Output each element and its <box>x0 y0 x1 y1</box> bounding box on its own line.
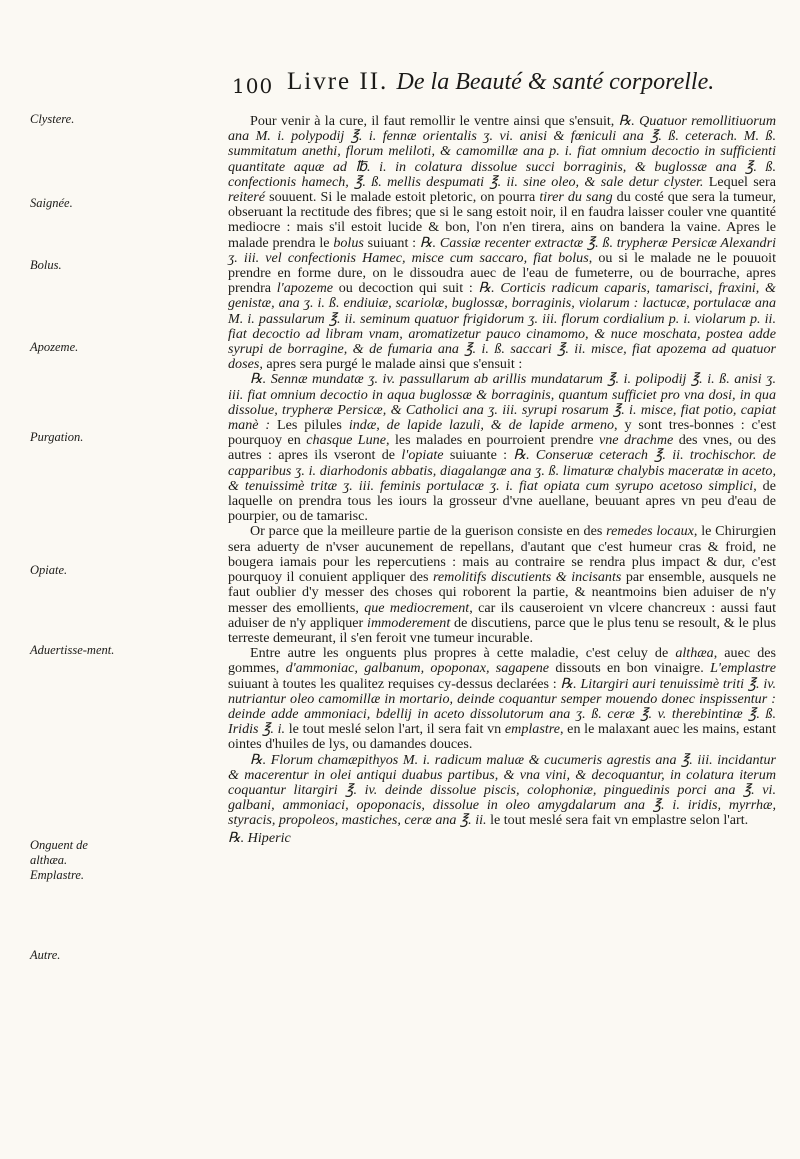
italic-text-run: tirer du sang <box>539 189 613 206</box>
text-run: Pour venir à la cure, il faut remollir le ventre ainsi que s'ensuit, <box>250 113 619 129</box>
text-run: souuent. Si le malade estoit pletoric, on pourra <box>265 189 540 206</box>
catchword: ℞. Hiperic <box>228 829 291 846</box>
margin-note-opiate: Opiate. <box>30 563 68 577</box>
italic-text-run: vne drachme <box>598 432 674 449</box>
text-run: , car ils causeroient vn vlcere chancreux : aussi faut aduiser de n'y appliquer <box>228 599 776 631</box>
italic-text-run: ℞. Sennæ mundatæ ʒ. iv. passullarum ab arillis mundatarum ℥. i. polipodij ℥. i. ß. anisi ʒ. iii. fiat omnium decoctio in aqua buglossæ & borraginis, quantum sufficiet pro vna dosi, in qua dissolue, trypheræ Persicæ, & Catholici ana ʒ. iii. syrupi rosarum ℥. i. misce, fiat potio, capiat manè : <box>228 371 776 434</box>
margin-note-autre: Autre. <box>30 948 61 962</box>
italic-text-run: ℞. Florum chamæpithyos M. i. radicum maluæ & cucumeris agrestis ana ℥. iii. incidantur & macerentur in olei antiqui duabus partibus, & vna vini, & decoquantur, in colatura iterum coquantur litargiri ℥. iv. deinde dissolue piscis, colophoniæ, pinguedinis porci ana ℥. vi. galbani, ammoniaci, opoponacis, dissolue in oleo amygdalarum ana ℥. i. iridis, myrrhæ, styracis, propoleos, mastiches, ceræ ana ℥. ii. <box>228 751 776 829</box>
text-run: Lequel sera <box>703 173 776 190</box>
italic-text-run: que mediocrement <box>364 599 470 616</box>
margin-notes <box>0 0 120 1159</box>
text-run: , auec des gommes, <box>228 645 776 677</box>
text-run: , en le malaxant auec les mains, estant ointes d'huiles de lys, ou damandes douces. <box>228 721 776 753</box>
margin-note-onguent: Onguent de althæa. <box>30 838 88 867</box>
italic-text-run: remedes locaux <box>606 523 694 540</box>
text-run: du costé que sera la tumeur, obseruant la rectitude des fibres; que si le sang estoit noir, il en faudra laisser couler vne quantité mediocre : mais s'il estoit lucide & bon, l'on n'en tirera, ains on bandera la vaine. Apres le malade prendra le <box>228 189 776 251</box>
text-run: , ou si le malade ne le pouuoit prendre en forme dure, on le dissoudra auec de l'eau de fumeterre, ou de bourrache, apres prendra <box>228 249 776 297</box>
italic-text-run: ℞. Corticis radicum caparis, tamarisci, fraxini, & genistæ, ana ʒ. i. ß. endiuiæ, scariolæ, buglossæ, borraginis, violarum : lactucæ, portulacæ ana M. i. passularum ℥. ii. seminum quatuor frigidorum ʒ. iii. florum cordialium p. i. violarum p. ii. fiat decoctio ad libram vnam, aromatizetur pauco cinamomo, & nuce moschata, postea adde syrupi de borragine, & de fumaria ana ℥. i. ß. saccari ℥. ii. misce, fiat apozema ad quatuor doses, <box>228 280 777 373</box>
text-run: suiuant : <box>363 234 420 251</box>
text-run: , de laquelle on prendra tous les iours la grosseur d'vne auellane, beuuant apres vn peu d'eau de pourpier, ou de tamarisc. <box>228 477 776 525</box>
italic-text-run: indæ, de lapide lazuli, & de lapide armeno <box>348 417 615 434</box>
text-run: , y sont tres-bonnes : c'est pourquoy en <box>228 417 776 449</box>
italic-text-run: immoderement <box>367 614 451 631</box>
text-run: le tout meslé sera fait vn emplastre selon l'art. <box>486 812 749 829</box>
body-text <box>228 114 776 846</box>
text-run: de discutiens, parce que le plus tenu se resoult, & le plus terreste demeurant, il s'en feroit vne tumeur incurable. <box>228 614 776 646</box>
margin-note-bolus: Bolus. <box>30 258 62 272</box>
italic-text-run: ℞. Litargiri auri tenuissimè triti ℥. iv. nutriantur oleo camomillæ in mortario, deinde coquantur semper mouendo donec inspissentur : deinde adde ammoniaci, bdellij in aceto dissolutorum ana ʒ. ß. ceræ ℥. v. therebintinæ ℥. ß. Iridis ℥. i. <box>228 675 776 738</box>
text-run: , le Chirurgien sera aduerty de n'vser aucunement de repellans, d'autant que c'est humeur cras & froid, ne bougera iamais pour les repercutiens : mais au contraire se rendra plus impact & dur, c'est pourquoy il conuient appliquer des <box>228 523 776 586</box>
italic-text-run: d'ammoniac, galbanum, opoponax, sagapene <box>285 660 550 677</box>
italic-text-run: bolus <box>333 234 364 251</box>
paragraph-remedes-locaux <box>228 524 776 646</box>
italic-text-run: ℞. Quatuor remollitiuorum ana M. i. polypodij ℥. i. fennæ orientalis ʒ. vi. anisi & fœniculi ana ℥. ß. ceterach. M. ß. summitatum anethi, florum meliloti, & camomillæ ana p. i. fiat omnium decoctio in sufficienti quantitate aquæ ad ℔. i. in colatura dissolue succi borraginis, & buglossæ ana ℥. ß. confectionis hamech, ℥. ß. mellis despumati ℥. ii. sine oleo, & sale detur clyster. <box>228 113 777 190</box>
text-run: suiuante : <box>443 447 514 464</box>
italic-text-run: ℞. Cassiæ recenter extractæ ℥. ß. trypheræ Persicæ Alexandri ʒ. iii. vel confectionis Hamec, misce cum saccaro, fiat bolus <box>228 234 776 266</box>
italic-text-run: reiteré <box>228 189 266 206</box>
running-head <box>287 68 714 96</box>
text-run: dissouts en bon vinaigre. <box>549 660 711 677</box>
text-run: le tout meslé selon l'art, il sera fait vn <box>285 721 505 738</box>
running-head-book: Livre II. <box>287 68 389 95</box>
text-run: , les malades en pourroient prendre <box>386 432 599 449</box>
text-run: des vnes, ou des autres : apres ils vseront de <box>228 432 777 464</box>
text-run: suiuant à toutes les qualitez requises cy-dessus declarées : <box>228 675 561 692</box>
paragraph-onguents <box>228 646 776 752</box>
italic-text-run: emplastre <box>504 721 560 738</box>
italic-text-run: chasque Lune <box>306 432 386 449</box>
margin-note-aduertissement: Aduertisse-ment. <box>30 643 115 657</box>
italic-text-run: althæa <box>675 645 714 662</box>
text-run: par ensemble, ausquels ne faut oublier d'y messer des choses qui roborent la partie, & neantmoins bien aduiser de n'y messer des emollients, <box>228 569 776 616</box>
margin-note-purgation: Purgation. <box>30 430 84 444</box>
margin-note-apozeme: Apozeme. <box>30 340 79 354</box>
text-run: Les pilules <box>270 417 349 434</box>
paragraph-purgation <box>228 372 776 524</box>
italic-text-run: L'emplastre <box>710 660 777 677</box>
paragraph-cure <box>228 114 776 372</box>
text-run: Entre autre les onguents plus propres à cette maladie, c'est celuy de <box>250 645 676 662</box>
italic-text-run: l'opiate <box>401 447 444 464</box>
text-run: Or parce que la meilleure partie de la guerison consiste en des <box>250 523 607 540</box>
page-number: 100 <box>232 74 274 98</box>
running-head-title: De la Beauté & santé corporelle. <box>396 69 715 95</box>
text-run: apres sera purgé le malade ainsi que s'ensuit : <box>262 356 523 373</box>
text-run: ou decoction qui suit : <box>333 280 479 297</box>
margin-note-emplastre: Emplastre. <box>30 868 85 882</box>
italic-text-run: remolitifs discutients & incisants <box>432 569 622 586</box>
italic-text-run: ℞. Conseruæ ceterach ℥. ii. trochischor. de capparibus ʒ. i. diarhodonis abbatis, diagalangæ ana ʒ. ß. limaturæ chalybis maceratæ in aceto, & tenuissimè tritæ ʒ. iii. feminis portulacæ ʒ. i. fiat opiata cum syrupo acetoso simplici <box>228 447 776 494</box>
page-header <box>232 68 772 100</box>
italic-text-run: l'apozeme <box>276 280 334 297</box>
margin-note-clystere: Clystere. <box>30 112 75 126</box>
margin-note-saignee: Saignée. <box>30 196 73 210</box>
paragraph-autre-emplastre <box>228 753 776 829</box>
